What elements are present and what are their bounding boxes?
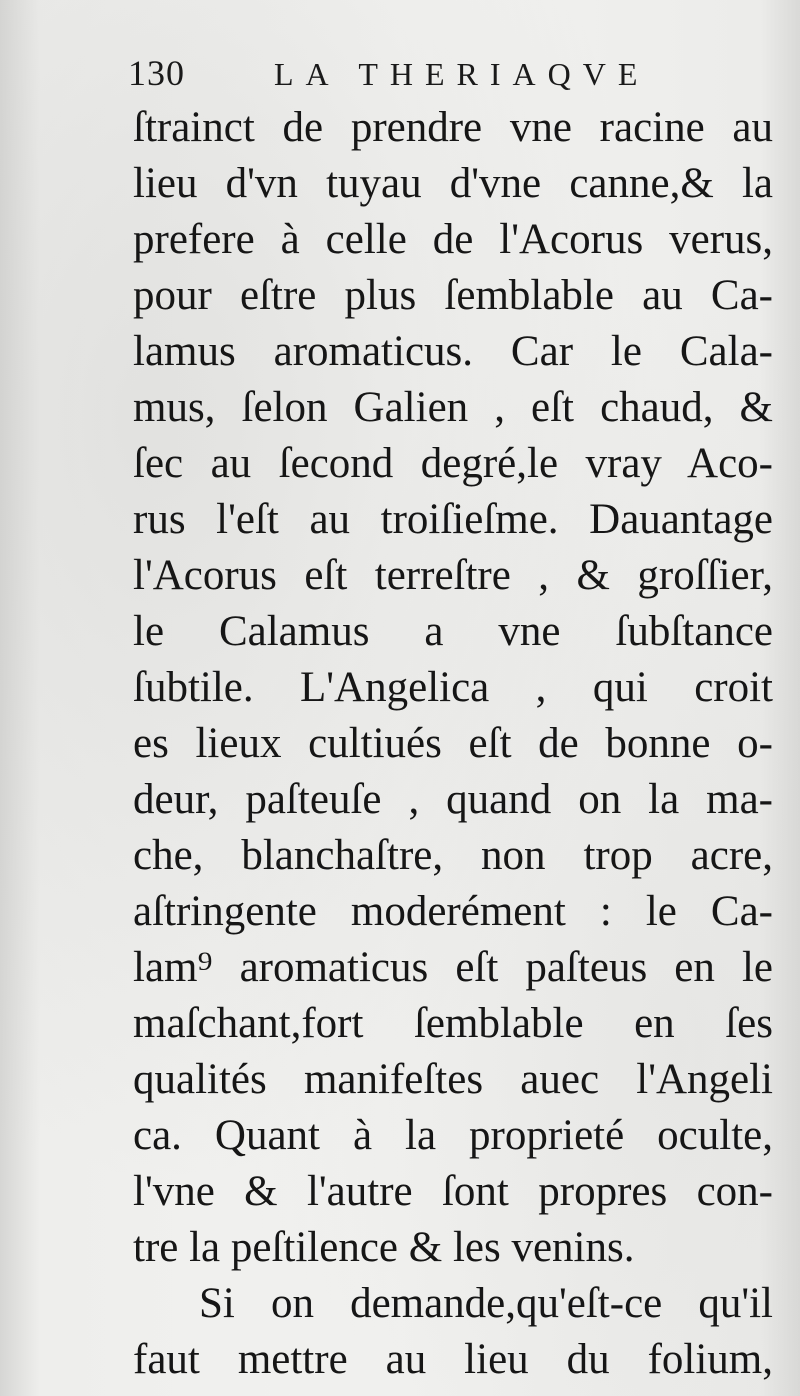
- text-line: faut mettre au lieu du folium,: [133, 1336, 773, 1383]
- text-line: prefere à celle de l'Acorus verus,: [133, 216, 773, 263]
- text-line: ſec au ſecond degré,le vray Aco-: [133, 440, 773, 487]
- body-text: [133, 100, 773, 1388]
- text-line-paragraph-start: Si on demande,qu'eſt-ce qu'il: [199, 1280, 773, 1327]
- text-line: le Calamus a vne ſubſtance: [133, 608, 773, 655]
- text-line: ſtrainct de prendre vne racine au: [133, 104, 773, 151]
- text-line: l'vne & l'autre ſont propres con-: [133, 1168, 773, 1215]
- text-line: deur, paſteuſe , quand on la ma-: [133, 776, 773, 823]
- text-line: maſchant,fort ſemblable en ſes: [133, 1000, 773, 1047]
- text-line: mus, ſelon Galien , eſt chaud, &: [133, 384, 773, 431]
- text-line: qualités manifeſtes auec l'Angeli: [133, 1056, 773, 1103]
- text-line: lam⁹ aromaticus eſt paſteus en le: [133, 944, 773, 991]
- text-line: rus l'eſt au troiſieſme. Dauantage: [133, 496, 773, 543]
- text-line: l'Acorus eſt terreſtre , & groſſier,: [133, 552, 773, 599]
- text-line: lieu d'vn tuyau d'vne canne,& la: [133, 160, 773, 207]
- text-line: aſtringente moderément : le Ca-: [133, 888, 773, 935]
- text-line: che, blanchaſtre, non trop acre,: [133, 832, 773, 879]
- text-line: lamus aromaticus. Car le Cala-: [133, 328, 773, 375]
- text-line: ca. Quant à la proprieté oculte,: [133, 1112, 773, 1159]
- text-line-paragraph-end: tre la peſtilence & les venins.: [133, 1224, 635, 1271]
- text-line: pour eſtre plus ſemblable au Ca-: [133, 272, 773, 319]
- text-line: es lieux cultiués eſt de bonne o-: [133, 720, 773, 767]
- page-header: [128, 48, 768, 100]
- running-title: LA THERIAQVE: [274, 56, 650, 92]
- text-line: ſubtile. L'Angelica , qui croit: [133, 664, 773, 711]
- page-number: 130: [128, 53, 185, 93]
